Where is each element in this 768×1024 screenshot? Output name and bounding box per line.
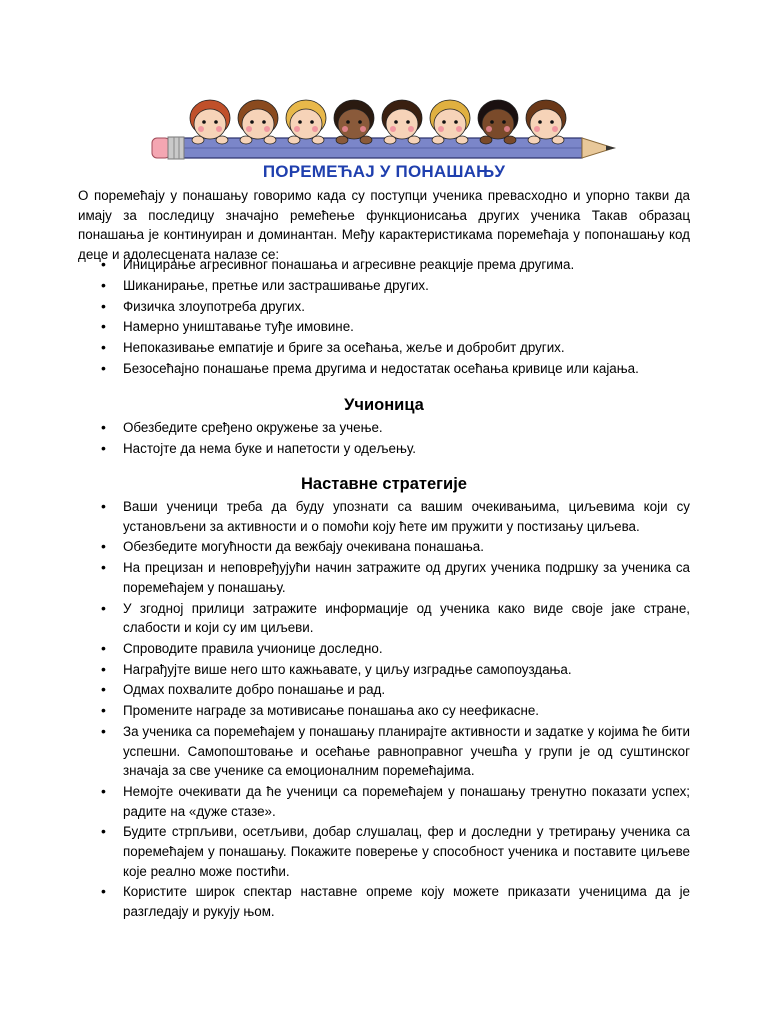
list-item: • На прецизан и неповређујући начин затражите од других ученика подршку за ученика са поремећајем у понашању. [0, 558, 690, 597]
strategies-list [0, 497, 690, 923]
list-item: • Безосећајно понашање према другима и недостатак осећања кривице или кајања. [0, 359, 690, 379]
list-item: • Настојте да нема буке и напетости у одељењу. [0, 439, 690, 459]
list-item: • Промените награде за мотивисање понашања ако су неефикасне. [0, 701, 690, 721]
classroom-heading: Учионица [344, 396, 424, 414]
list-item: • Награђујте више него што кажњавате, у циљу изградње самопоуздања. [0, 660, 690, 680]
list-item: • Непоказивање емпатије и бриге за осећања, жеље и добробит других. [0, 338, 690, 358]
children-on-pencil-banner-icon [148, 96, 620, 166]
list-item: • Физичка злоупотреба других. [0, 297, 690, 317]
list-item: • Ваши ученици треба да буду упознати са вашим очекивањима, циљевима који су установљени за активности и о помоћи коју ћете им пружити у постизању циљева. [0, 497, 690, 536]
intro-paragraph: О поремећају у понашању говоримо када су поступци ученика превасходно и упорно такви да имају за последицу значајно ремећење функционисања других ученика Такав образац понашања је континуиран и доминантан. Међу карактеристикама поремећаја у попонашању код деце и адолесцената налазе се: [78, 188, 690, 262]
list-item: • За ученика са поремећајем у понашању планирајте активности и задатке у којима ће бити успешни. Самопоштовање и осећање равноправног учешћа у групи је од суштинског значаја за све ученике са емоционалним поремећајима. [0, 722, 690, 781]
list-item: • Немојте очекивати да ће ученици са поремећајем у понашању тренутно показати успех; радите на «дуже стазе». [0, 782, 690, 821]
list-item: • Намерно уништавање туђе имовине. [0, 317, 690, 337]
list-item: • Иницирање агресивног понашања и агресивне реакције према другима. [0, 255, 690, 275]
classroom-list [0, 418, 690, 460]
list-item: • У згодној прилици затражите информације од ученика како виде своје јаке стране, слабости и који су им циљеви. [0, 599, 690, 638]
list-item: • Будите стрпљиви, осетљиви, добар слушалац, фер и доследни у третирању ученика са поремећајем у понашању. Покажите поверење у способност ученика и поставите циљеве које реално може постићи. [0, 822, 690, 881]
list-item: • Обезбедите могућности да вежбају очекивана понашања. [0, 537, 690, 557]
list-item: • Одмах похвалите добро понашање и рад. [0, 680, 690, 700]
list-item: • Користите широк спектар наставне опреме коју можете приказати ученицима да је разгледају и рукују њом. [0, 882, 690, 921]
characteristics-list [0, 255, 690, 380]
page-title: ПОРЕМЕЋАЈ У ПОНАШАЊУ [262, 162, 506, 181]
list-item: • Спроводите правила учионице доследно. [0, 639, 690, 659]
list-item: • Шиканирање, претње или застрашивање других. [0, 276, 690, 296]
strategies-heading: Наставне стратегије [301, 475, 467, 493]
list-item: • Обезбедите сређено окружење за учење. [0, 418, 690, 438]
